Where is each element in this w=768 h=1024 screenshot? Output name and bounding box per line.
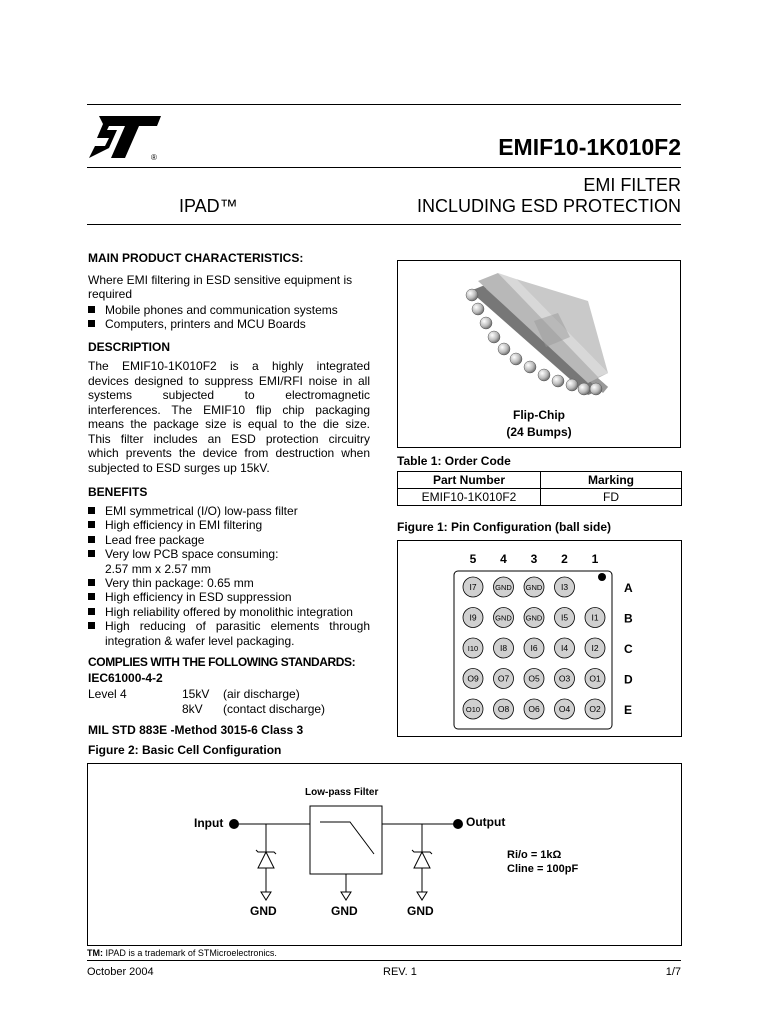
st-logo-icon (87, 114, 165, 162)
table-cell: EMIF10-1K010F2 (398, 489, 541, 506)
package-caption-2: (24 Bumps) (506, 425, 572, 439)
order-table (397, 471, 682, 506)
ball-label: O3 (558, 673, 571, 684)
part-title: EMIF10-1K010F2 (498, 134, 681, 160)
column-label: 3 (530, 552, 538, 566)
row-label: D (624, 672, 633, 687)
subtitle-right-1: EMI FILTER (583, 175, 681, 195)
ball-label: O9 (467, 673, 479, 684)
list-item: EMI symmetrical (I/O) low-pass filter (88, 504, 298, 519)
ball-label: O8 (497, 704, 510, 714)
list-item: Computers, printers and MCU Boards (88, 317, 306, 332)
output-label: Output (466, 815, 506, 829)
list-item: High efficiency in ESD suppression (88, 590, 292, 605)
ball-label: GND (525, 583, 543, 592)
param-2: Cline = 100pF (507, 863, 579, 875)
column-label: 5 (469, 552, 477, 566)
cell-config-box (87, 763, 682, 946)
ball-label: I9 (469, 612, 477, 623)
pin-config-box (397, 540, 682, 737)
ball-label: O7 (497, 673, 510, 684)
gnd-label-2: GND (331, 904, 358, 918)
description-body: The EMIF10-1K010F2 is a highly integrated devices designed to suppress EMI/RFI noise in all systems subjected to electromagnetic interferences. The EMIF10 flip chip packaging means the package size is equal to the die size. This filter includes an ESD protection circuitry which prevents the device from destruction when subjected to ESD surges up 15kV. (88, 359, 370, 475)
ball-label: I2 (591, 643, 599, 653)
column-label: 1 (591, 552, 599, 566)
output-node (453, 819, 463, 829)
row-label: E (624, 703, 633, 717)
ball-label: O10 (465, 705, 481, 714)
list-item: Very thin package: 0.65 mm (88, 576, 254, 591)
gnd-label-3: GND (407, 904, 434, 918)
table-cell: FD (541, 489, 682, 506)
ball-label: I10 (467, 644, 479, 653)
cell-config-title: Figure 2: Basic Cell Configuration (88, 743, 282, 757)
ball-label: O4 (558, 704, 571, 714)
list-item: Mobile phones and communication systems (88, 303, 338, 318)
footnote: TM: IPAD is a trademark of STMicroelectronics. (87, 948, 277, 958)
level-label: Level 4 (88, 687, 127, 701)
row-label: A (624, 581, 633, 595)
subtitle-right-2: INCLUDING ESD PROTECTION (416, 196, 681, 216)
row-label: B (624, 611, 633, 626)
gnd-label-1: GND (250, 904, 277, 918)
flip-chip-image (398, 261, 680, 401)
pin-config-title: Figure 1: Pin Configuration (ball side) (397, 520, 612, 534)
standards-heading: COMPLIES WITH THE FOLLOWING STANDARDS: (88, 655, 356, 669)
list-item: High reliability offered by monolithic integration (88, 605, 353, 620)
footer-date: October 2004 (87, 966, 154, 978)
standard-mil: MIL STD 883E -Method 3015-6 Class 3 (88, 723, 304, 737)
footer-page: 1/7 (665, 966, 681, 978)
main-chars-intro-1: Where EMI filtering in ESD sensitive equipment is (88, 273, 353, 287)
order-table-title: Table 1: Order Code (397, 454, 511, 468)
level-v2-desc: (contact discharge) (223, 702, 326, 716)
table-row (398, 489, 682, 506)
list-item: High efficiency in EMI filtering (88, 518, 262, 533)
level-v2: 8kV (182, 702, 203, 716)
benefits-heading: BENEFITS (88, 485, 148, 499)
subtitle-left: IPAD™ (179, 196, 238, 216)
level-v1: 15kV (182, 687, 210, 701)
pin-config-diagram (398, 541, 681, 736)
standard-iec: IEC61000-4-2 (88, 671, 163, 685)
svg-text:®: ® (151, 153, 157, 162)
package-caption-1: Flip-Chip (513, 408, 565, 422)
list-item: High reducing of parasitic elements through integration & wafer level packaging. (88, 619, 370, 648)
level-v1-desc: (air discharge) (223, 687, 300, 701)
package-image-box (397, 260, 681, 448)
ball-label: I4 (560, 643, 569, 653)
filter-label: Low-pass Filter (305, 787, 379, 798)
input-label: Input (194, 816, 224, 830)
ball-label: I3 (560, 582, 569, 592)
ball-label: GND (495, 583, 512, 592)
ball-label: I8 (499, 643, 508, 653)
order-table-header: Part Number (398, 472, 541, 489)
ball-label: I5 (560, 612, 569, 623)
footer-rev: REV. 1 (383, 966, 417, 978)
ball-label: I6 (530, 643, 538, 653)
main-chars-heading: MAIN PRODUCT CHARACTERISTICS: (88, 251, 304, 265)
order-table-header: Marking (541, 472, 682, 489)
ball-label: I1 (591, 612, 599, 623)
param-1: Ri/o = 1kΩ (507, 849, 562, 861)
circuit-diagram (88, 764, 681, 945)
input-node (229, 819, 239, 829)
list-item: Lead free package (88, 533, 204, 548)
main-chars-intro-2: required (88, 287, 133, 301)
column-label: 2 (561, 552, 568, 566)
column-label: 4 (500, 552, 507, 566)
description-heading: DESCRIPTION (88, 340, 171, 354)
ball-label: I7 (469, 582, 477, 592)
ball-label: O6 (528, 704, 540, 714)
ball-label: O1 (589, 673, 601, 684)
ball-label: O5 (528, 673, 540, 684)
list-item: Very low PCB space consuming: 2.57 mm x 2.57 mm (88, 547, 278, 576)
ball-label: GND (495, 613, 512, 623)
ball-label: O2 (589, 704, 601, 714)
ball-label: GND (525, 613, 543, 623)
row-label: C (624, 642, 633, 656)
